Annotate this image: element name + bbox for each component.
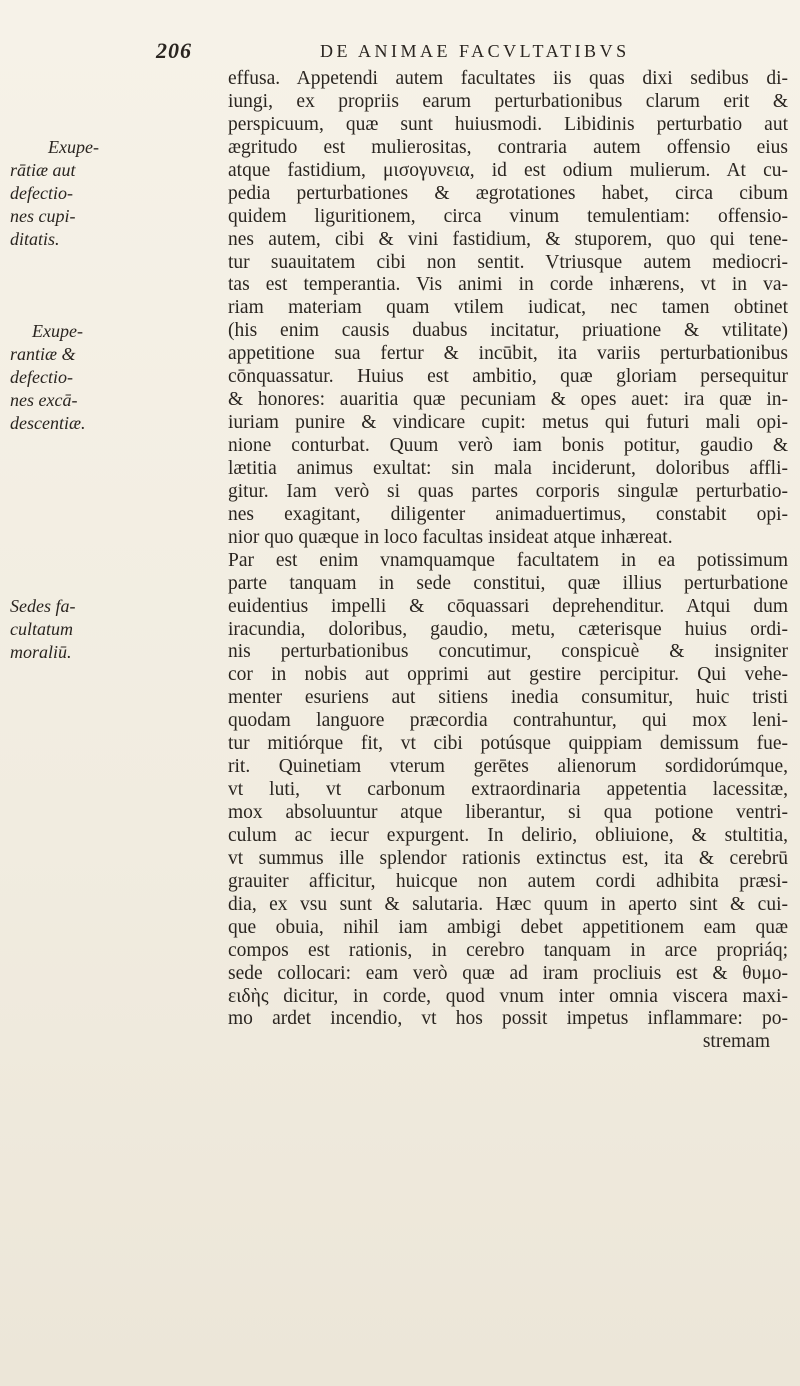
text-line: culum ac iecur expurgent. In delirio, obliuione, & stultitia,	[228, 824, 788, 846]
margin-note-line: defectio-	[10, 182, 73, 203]
text-line: dia, ex vsu sunt & salutaria. Hæc quum in aperto sint & cui-	[228, 893, 788, 915]
margin-note-line: Exupe-	[32, 321, 83, 341]
margin-note-2	[10, 320, 150, 435]
text-line: mo ardet incendio, vt hos possit impetus inflammare: po-	[228, 1008, 788, 1030]
margin-note-line: nes cupi-	[10, 205, 76, 226]
text-line: iracundia, doloribus, gaudio, metu, cæterisque huius ordi-	[228, 618, 788, 640]
text-line: ægritudo est mulierositas, contraria autem offensio eius	[228, 136, 788, 158]
margin-note-line: rantiæ &	[10, 343, 76, 364]
text-line: cōnquassatur. Huius est ambitio, quæ gloriam persequitur	[228, 366, 788, 388]
margin-note-line: ditatis.	[10, 228, 60, 249]
text-line: gitur. Iam verò si quas partes corporis singulæ perturbatio-	[228, 480, 788, 502]
text-line: menter esuriens aut sitiens inedia consumitur, huic tristi	[228, 687, 788, 709]
text-line: (his enim causis duabus incitatur, priuatione & vtilitate)	[228, 320, 788, 342]
page-number: 206	[156, 38, 192, 63]
catchword: stremam	[702, 1031, 770, 1053]
text-line: iuriam punire & vindicare cupit: metus qui futuri mali opi-	[228, 412, 788, 434]
text-line: nior quo quæque in loco facultas insideat atque inhæreat.	[228, 526, 673, 548]
text-line: tas est temperantia. Vis animi in corde inhærens, vt in va-	[228, 274, 788, 296]
text-line: grauiter afficitur, huicque non autem cordi adhibita præsi-	[228, 870, 788, 892]
text-line: ειδὴς dicitur, in corde, quod vnum inter omnia viscera maxi-	[228, 985, 788, 1007]
text-line: iungi, ex propriis earum perturbationibus clarum erit &	[228, 90, 788, 112]
text-line: riam materiam quam vtilem iudicat, nec tamen obtinet	[228, 297, 788, 319]
margin-note-line: moraliū.	[10, 641, 72, 662]
margin-note-line: rātiæ aut	[10, 159, 76, 180]
text-line: que obuia, nihil iam ambigi debet appetitionem eam quæ	[228, 916, 788, 938]
margin-note-3	[10, 595, 150, 664]
text-line: quodam languore præcordia contrahuntur, qui mox leni-	[228, 710, 788, 732]
text-line: nes exagitant, diligenter animaduertimus, constabit opi-	[228, 503, 788, 525]
text-line: euidentius impelli & cōquassari deprehenditur. Atqui dum	[228, 595, 788, 617]
text-line: appetitione sua fertur & incūbit, ita variis perturbationibus	[228, 343, 788, 365]
text-line: effusa. Appetendi autem facultates iis quas dixi sedibus di-	[228, 68, 788, 89]
margin-note-line: nes excā-	[10, 389, 78, 410]
text-line: compos est rationis, in cerebro tanquam in arce propriáq;	[228, 939, 788, 961]
text-line: tur suauitatem cibi non sentit. Vtriusque autem mediocri-	[228, 251, 788, 273]
text-line: perspicuum, quæ sunt huiusmodi. Libidinis perturbatio aut	[228, 113, 788, 135]
text-line: vt summus ille splendor rationis extinctus est, ita & cerebrū	[228, 847, 788, 869]
margin-note-line: Sedes fa-	[10, 596, 76, 616]
text-line: parte tanquam in sede constitui, quæ illius perturbatione	[228, 572, 788, 594]
margin-note-line: defectio-	[10, 366, 73, 387]
text-line: rit. Quinetiam vterum gerētes alienorum sordidorúmque,	[228, 756, 788, 778]
text-line: nis perturbationibus concutimur, conspicuè & insigniter	[228, 641, 788, 663]
margin-note-line: Exupe-	[48, 137, 99, 157]
text-line: atque fastidium, μισογυνεια, id est odium mulierum. At cu-	[228, 159, 788, 181]
text-line: vt luti, vt carbonum extraordinaria appetentia lacessitæ,	[228, 779, 788, 801]
text-line: lætitia animus exultat: sin mala inciderunt, doloribus affli-	[228, 457, 788, 479]
text-line: cor in nobis aut opprimi aut gestire percipitur. Qui vehe-	[228, 664, 788, 686]
margin-note-1	[10, 136, 150, 251]
page-header	[150, 38, 750, 68]
text-line: nes autem, cibi & vini fastidium, & stuporem, quo qui tene-	[228, 228, 788, 250]
text-line: quidem liguritionem, circa vinum temulentiam: offensio-	[228, 205, 788, 227]
text-line: nione conturbat. Quum verò iam bonis potitur, gaudio &	[228, 435, 788, 456]
running-head: DE ANIMAE FACVLTATIBVS	[320, 41, 630, 61]
body-text	[228, 68, 788, 1054]
text-line: sede collocari: eam verò quæ ad iram procliuis est & θυμο-	[228, 962, 788, 984]
text-line: Par est enim vnamquamque facultatem in ea potissimum	[228, 549, 788, 571]
margin-note-line: descentiæ.	[10, 412, 86, 433]
text-line: pedia perturbationes & ægrotationes habet, circa cibum	[228, 182, 788, 204]
text-line: & honores: auaritia quæ pecuniam & opes auet: ira quæ in-	[228, 389, 788, 411]
text-line: mox absoluuntur atque liberantur, si qua potione ventri-	[228, 802, 788, 823]
text-line: tur mitiórque fit, vt cibi potúsque quippiam demissum fue-	[228, 733, 788, 755]
margin-note-line: cultatum	[10, 618, 73, 639]
